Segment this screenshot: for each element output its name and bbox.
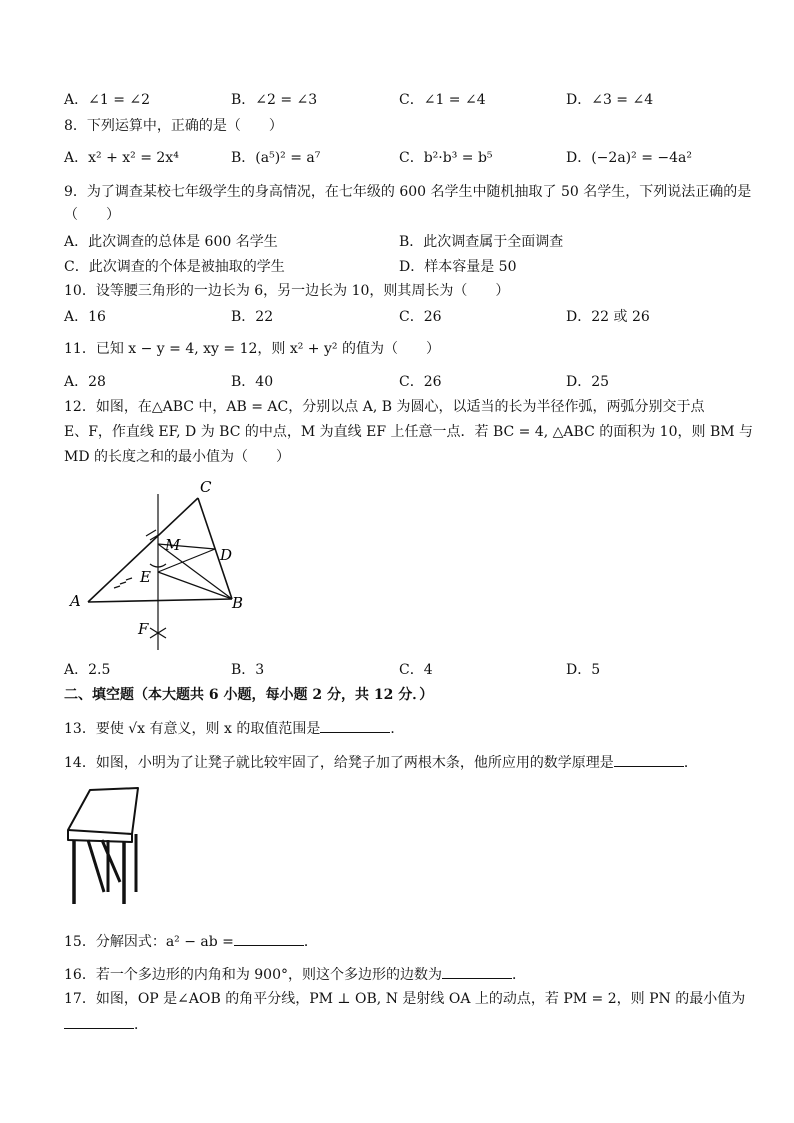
section-heading: 二、填空题（本大题共 6 小题，每小题 2 分，共 12 分．） xyxy=(64,687,434,703)
q9-stem-line2: （ ） xyxy=(64,207,120,223)
q14-end: ． xyxy=(683,755,698,771)
triangle-figure xyxy=(60,474,270,654)
q11-option-a: A．28 xyxy=(64,374,106,390)
q12-stem-line3: MD 的长度之和的最小值为（ ） xyxy=(64,449,291,465)
q14-text: 14．如图，小明为了让凳子就比较牢固了，给凳子加了两根木条，他所应用的数学原理是 xyxy=(64,755,614,771)
stool-brace-1 xyxy=(88,840,104,892)
q12-stem-line1: 12．如图，在△ABC 中，AB = AC，分别以点 A, B 为圆心，以适当的长为半径作弧，两弧分别交于点 xyxy=(64,399,705,415)
q17-end: ． xyxy=(134,1017,148,1033)
segment-eb xyxy=(158,572,232,599)
q12-option-c: C．4 xyxy=(399,662,433,678)
answer-blank[interactable] xyxy=(320,718,390,733)
q11-stem: 11．已知 x − y = 4, xy = 12，则 x² + y² 的值为（ ） xyxy=(64,341,440,357)
q10-option-d: D．22 或 26 xyxy=(566,309,650,325)
q11-option-c: C．26 xyxy=(399,374,442,390)
q9-stem-line1: 9．为了调查某校七年级学生的身高情况，在七年级的 600 名学生中随机抽取了 50 名学生，下列说法正确的是 xyxy=(64,184,752,200)
stool-figure xyxy=(60,782,160,912)
label-f: F xyxy=(138,620,149,638)
q9-option-a: A．此次调查的总体是 600 名学生 xyxy=(64,234,278,250)
q7-option-a: A．∠1 = ∠2 xyxy=(64,92,151,108)
q7-option-c: C．∠1 = ∠4 xyxy=(399,92,486,108)
q17-line2 xyxy=(64,1014,148,1035)
q10-option-c: C．26 xyxy=(399,309,442,325)
q9-option-c: C．此次调查的个体是被抽取的学生 xyxy=(64,259,285,275)
q11-option-d: D．25 xyxy=(566,374,610,390)
q16 xyxy=(64,964,526,985)
tick-marks-ab xyxy=(114,578,132,588)
q14 xyxy=(64,752,698,773)
label-d: D xyxy=(220,546,233,564)
q12-stem-line2: E、F，作直线 EF, D 为 BC 的中点，M 为直线 EF 上任意一点．若 BC = 4, △ABC 的面积为 10，则 BM 与 xyxy=(64,424,754,440)
q16-text: 16．若一个多边形的内角和为 900°，则这个多边形的边数为 xyxy=(64,967,442,983)
q17-line1: 17．如图，OP 是∠AOB 的角平分线，PM ⊥ OB, N 是射线 OA 上的动点，若 PM = 2，则 PN 的最小值为 xyxy=(64,991,746,1007)
q12-option-b: B．3 xyxy=(231,662,265,678)
label-m: M xyxy=(165,536,181,554)
answer-blank[interactable] xyxy=(234,931,304,946)
q13-text: 13．要使 √x 有意义，则 x 的取值范围是 xyxy=(64,721,321,737)
segment-ac xyxy=(88,498,198,602)
q12-option-a: A．2.5 xyxy=(64,662,111,678)
q8-stem: 8．下列运算中，正确的是（ ） xyxy=(64,118,283,134)
label-a: A xyxy=(70,592,81,610)
q12-option-d: D．5 xyxy=(566,662,601,678)
stool-brace-2 xyxy=(102,840,120,882)
answer-blank[interactable] xyxy=(614,752,684,767)
q15-text: 15．分解因式：a² − ab = xyxy=(64,934,234,950)
label-b: B xyxy=(232,594,244,612)
segment-ab xyxy=(88,599,232,602)
q8-option-c: C．b²·b³ = b⁵ xyxy=(399,150,493,166)
label-c: C xyxy=(200,478,212,496)
q15-end: ． xyxy=(303,934,318,950)
q16-end: ． xyxy=(512,967,526,983)
q9-option-b: B．此次调查属于全面调查 xyxy=(399,234,564,250)
q8-option-a: A．x² + x² = 2x⁴ xyxy=(64,150,179,166)
q13-end: ． xyxy=(390,721,405,737)
q8-option-d: D．(−2a)² = −4a² xyxy=(566,150,692,166)
q7-option-d: D．∠3 = ∠4 xyxy=(566,92,654,108)
q13 xyxy=(64,718,404,739)
q15 xyxy=(64,931,318,952)
stool-top xyxy=(68,788,138,834)
q10-stem: 10．设等腰三角形的一边长为 6，另一边长为 10，则其周长为（ ） xyxy=(64,283,510,299)
q9-option-d: D．样本容量是 50 xyxy=(399,259,517,275)
q7-option-b: B．∠2 = ∠3 xyxy=(231,92,318,108)
answer-blank[interactable] xyxy=(64,1014,134,1029)
q10-option-a: A．16 xyxy=(64,309,106,325)
answer-blank[interactable] xyxy=(442,964,512,979)
q10-option-b: B．22 xyxy=(231,309,274,325)
q8-option-b: B．(a⁵)² = a⁷ xyxy=(231,150,321,166)
label-e: E xyxy=(140,568,151,586)
q11-option-b: B．40 xyxy=(231,374,274,390)
